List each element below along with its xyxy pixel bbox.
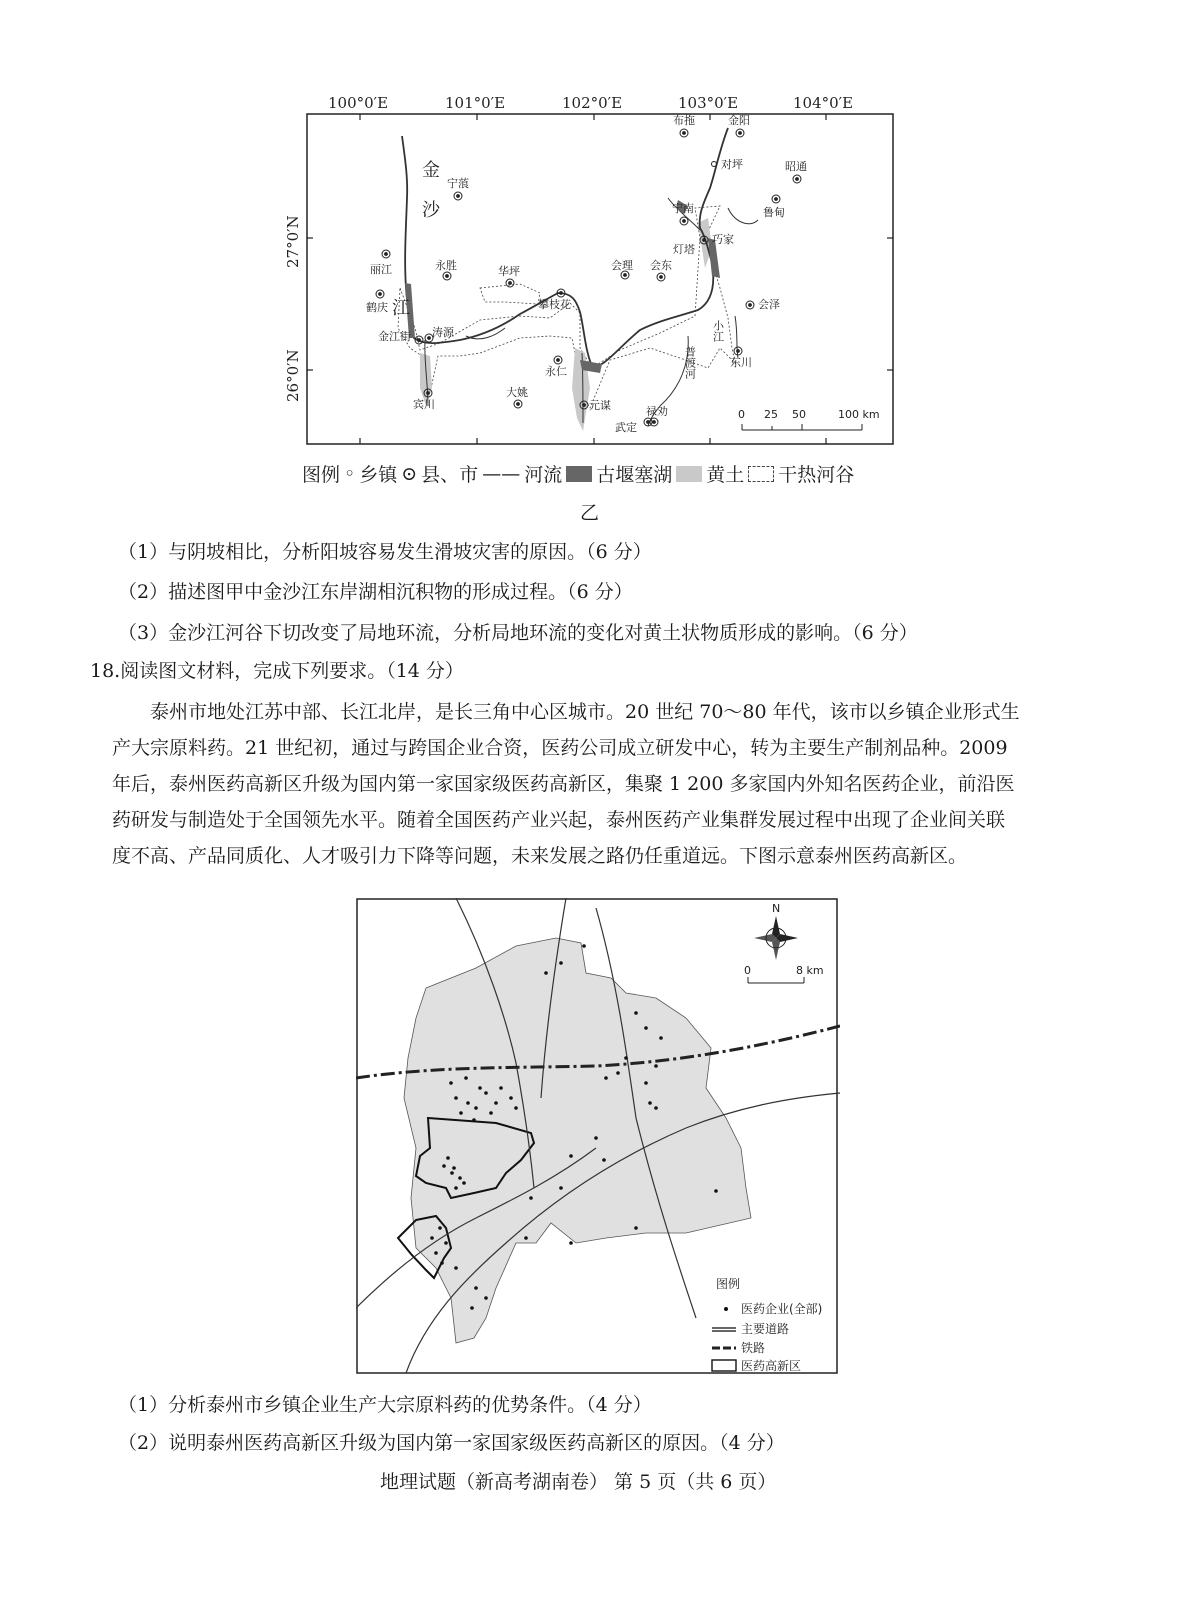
- enterprise-dot: [430, 1236, 434, 1240]
- place-label: 鹤庆: [366, 301, 388, 314]
- map-legend: [302, 460, 854, 487]
- question-title: 18.阅读图文材料，完成下列要求。（14 分）: [90, 660, 464, 682]
- enterprise-dot: [602, 1158, 606, 1162]
- enterprise-dot: [659, 1036, 663, 1040]
- enterprise-dot: [484, 1091, 488, 1095]
- enterprise-dot: [654, 1106, 658, 1110]
- enterprise-dot: [654, 1064, 658, 1068]
- enterprise-dot: [474, 1106, 478, 1110]
- enterprise-dot: [454, 1186, 458, 1190]
- loess-swatch-icon: [676, 466, 702, 482]
- enterprise-dot: [474, 1286, 478, 1290]
- enterprise-dot: [470, 1306, 474, 1310]
- place-label: 禄劝: [646, 405, 668, 418]
- legend-title: 图例: [716, 1277, 741, 1291]
- place-label: 布拖: [673, 114, 695, 127]
- enterprise-dot: [529, 1196, 533, 1200]
- enterprise-dot: [454, 1266, 458, 1270]
- place-label: 宾川: [413, 398, 435, 411]
- lon-tick: 101°0′E: [445, 94, 506, 112]
- passage-line: 药研发与制造处于全国领先水平。随着全国医药产业兴起，泰州医药产业集群发展过程中出现了企业间关联: [112, 809, 1006, 831]
- enterprise-dot: [472, 1118, 476, 1122]
- place-label: 会泽: [758, 298, 780, 311]
- place-label: 会东: [650, 259, 672, 272]
- enterprise-dot: [714, 1189, 718, 1193]
- river-label: 金: [422, 160, 440, 181]
- place-label: 大姚: [506, 386, 528, 399]
- legend-river: 河流: [524, 464, 563, 486]
- enterprise-dot: [509, 1096, 513, 1100]
- place-label: 对坪: [721, 158, 743, 171]
- place-label: 华坪: [498, 265, 520, 278]
- place-label: 攀枝花: [538, 298, 571, 311]
- enterprise-dot: [446, 1156, 450, 1160]
- enterprise-dot: [648, 1101, 652, 1105]
- passage-line: 度不高、产品同质化、人才吸引力下降等问题，未来发展之路仍任重道远。下图示意泰州医药高新区。: [112, 845, 968, 867]
- lat-tick: 27°0′N: [284, 215, 302, 268]
- enterprise-dot: [616, 1071, 620, 1075]
- place-label: 宁南: [672, 202, 694, 215]
- place-label: 小江: [711, 320, 725, 342]
- town-symbol-icon: ◦: [344, 462, 356, 485]
- legend-lake: 古堰塞湖: [596, 464, 673, 486]
- jinsha-river-map: [280, 88, 920, 450]
- enterprise-dot: [569, 1154, 573, 1158]
- enterprise-dot: [458, 1176, 462, 1180]
- enterprise-dot: [449, 1081, 453, 1085]
- taizhou-map: [356, 898, 840, 1376]
- passage-line: 年后，泰州医药高新区升级为国内第一家国家级医药高新区，集聚 1 200 多家国内外知名医药企业，前沿医: [112, 773, 1015, 795]
- place-label: 会理: [611, 259, 633, 272]
- valley-swatch-icon: [748, 466, 774, 482]
- enterprise-dot: [559, 961, 563, 965]
- question-item: （3）金沙江河谷下切改变了局地环流，分析局地环流的变化对黄土状物质形成的影响。（6 分）: [118, 622, 918, 644]
- question-item: （1）与阴坡相比，分析阳坡容易发生滑坡灾害的原因。（6 分）: [118, 541, 652, 563]
- place-label: 元谋: [589, 399, 611, 412]
- lake-swatch-icon: [566, 466, 592, 482]
- enterprise-dot: [494, 1101, 498, 1105]
- enterprise-dot: [440, 1261, 444, 1265]
- scale-label: 0: [738, 408, 745, 421]
- enterprise-dot: [634, 1226, 638, 1230]
- north-label: N: [772, 902, 781, 915]
- river-label: 江: [392, 298, 410, 319]
- place-label: 昭通: [785, 160, 807, 173]
- place-label: 宁蒗: [447, 177, 469, 190]
- lat-tick: 26°0′N: [284, 349, 302, 402]
- scale-label: 8 km: [796, 964, 824, 977]
- enterprise-dot: [499, 1086, 503, 1090]
- place-label: 永胜: [435, 259, 457, 272]
- enterprise-dot: [450, 1171, 454, 1175]
- enterprise-dot: [489, 1111, 493, 1115]
- legend-item: 铁路: [741, 1341, 766, 1355]
- enterprise-dot: [459, 1111, 463, 1115]
- scale-label: 50: [792, 408, 806, 421]
- place-label: 金江街: [378, 330, 411, 343]
- enterprise-dot: [524, 1236, 528, 1240]
- lon-tick: 103°0′E: [678, 94, 739, 112]
- question-item: （2）描述图甲中金沙江东岸湖相沉积物的形成过程。（6 分）: [118, 581, 633, 603]
- legend-county: 县、市: [421, 464, 479, 486]
- enterprise-dot: [624, 1056, 628, 1060]
- place-label: 鲁甸: [763, 206, 785, 219]
- enterprise-dot: [466, 1101, 470, 1105]
- question-item: （2）说明泰州医药高新区升级为国内第一家国家级医药高新区的原因。（4 分）: [118, 1432, 785, 1454]
- enterprise-dot: [444, 1241, 448, 1245]
- place-label: 巧家: [712, 233, 734, 246]
- legend-item: 医药高新区: [741, 1359, 802, 1373]
- question-item: （1）分析泰州市乡镇企业生产大宗原料药的优势条件。（4 分）: [118, 1394, 652, 1416]
- enterprise-dot: [514, 1106, 518, 1110]
- enterprise-dot: [478, 1086, 482, 1090]
- lon-tick: 100°0′E: [328, 94, 389, 112]
- enterprise-dot: [438, 1226, 442, 1230]
- enterprise-dot: [434, 1251, 438, 1255]
- lon-tick: 102°0′E: [562, 94, 623, 112]
- place-label: 武定: [615, 421, 637, 434]
- place-label: 普渡河: [683, 346, 697, 379]
- scale-label: 100 km: [838, 408, 880, 421]
- scale-label: 25: [764, 408, 778, 421]
- enterprise-dot: [559, 1186, 563, 1190]
- legend-town: 乡镇: [359, 464, 398, 486]
- river-line-icon: ——: [482, 462, 521, 485]
- enterprise-dot: [484, 1296, 488, 1300]
- enterprise-dot: [452, 1166, 456, 1170]
- enterprise-dot: [644, 1026, 648, 1030]
- legend-prefix: 图例: [302, 464, 341, 486]
- enterprise-dot: [464, 1076, 468, 1080]
- enterprise-dot: [644, 1081, 648, 1085]
- place-label: 丽江: [370, 263, 392, 276]
- place-label: 永仁: [545, 365, 567, 378]
- enterprise-dot: [604, 1076, 608, 1080]
- county-symbol-icon: ⊙: [401, 462, 418, 485]
- passage-line: 产大宗原料药。21 世纪初，通过与跨国企业合资，医药公司成立研发中心，转为主要生产制剂品种。2009: [112, 737, 1008, 759]
- enterprise-dot: [569, 1241, 573, 1245]
- enterprise-dot: [462, 1181, 466, 1185]
- map-caption: 乙: [580, 502, 600, 524]
- passage-line: 泰州市地处江苏中部、长江北岸，是长三角中心区城市。20 世纪 70～80 年代，该市以乡镇企业形式生: [150, 701, 1020, 723]
- enterprise-dot: [544, 971, 548, 975]
- place-label: 涛源: [432, 326, 454, 339]
- legend-valley: 干热河谷: [778, 464, 855, 486]
- reading-passage: [112, 694, 1087, 874]
- enterprise-dot: [454, 1096, 458, 1100]
- place-label: 灯塔: [673, 243, 695, 256]
- place-label: 金阳: [728, 114, 750, 127]
- legend-loess: 黄土: [706, 464, 745, 486]
- enterprise-dot: [634, 1011, 638, 1015]
- enterprise-dot: [582, 944, 586, 948]
- scale-label: 0: [744, 964, 751, 977]
- legend-item: 主要道路: [741, 1322, 790, 1336]
- enterprise-dot: [594, 1136, 598, 1140]
- page-footer: 地理试题（新高考湖南卷） 第 5 页（共 6 页）: [380, 1471, 777, 1493]
- lon-tick: 104°0′E: [793, 94, 854, 112]
- enterprise-dot: [442, 1164, 446, 1168]
- legend-item: 医药企业(全部): [741, 1302, 823, 1316]
- river-label: 沙: [422, 200, 440, 221]
- place-label: 东川: [730, 356, 752, 369]
